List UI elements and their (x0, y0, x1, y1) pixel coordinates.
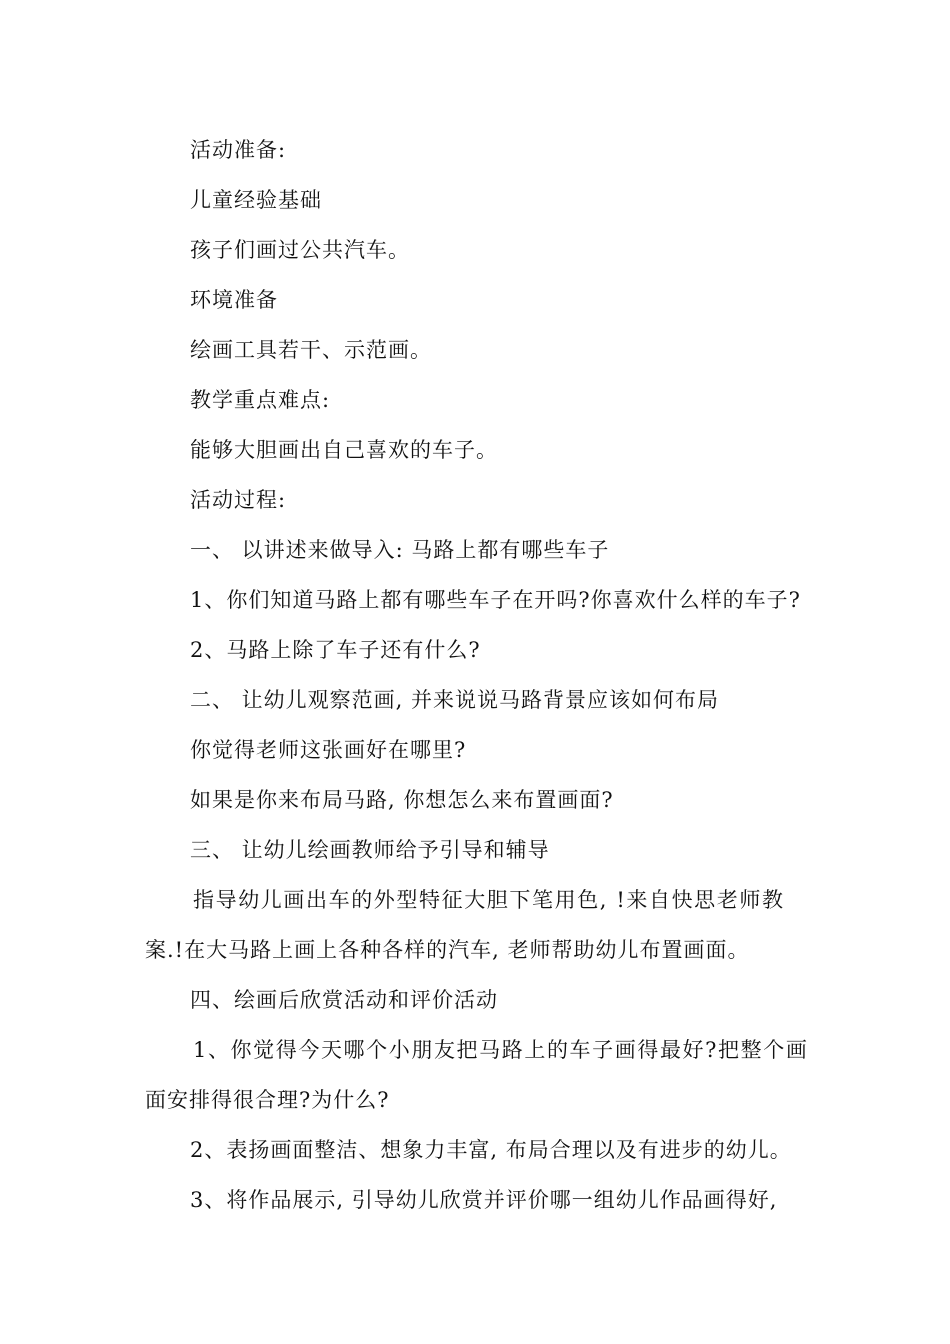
text-line: 活动过程: (190, 488, 287, 512)
text-line: 2、马路上除了车子还有什么? (190, 638, 481, 662)
paragraph-line: 指导幼儿画出车的外型特征大胆下笔用色, !来自快思老师教 (193, 888, 785, 912)
text-line: 绘画工具若干、示范画。 (190, 338, 432, 362)
text-line: 活动准备: (190, 138, 287, 162)
text-line: 2、表扬画面整洁、想象力丰富, 布局合理以及有进步的幼儿。 (190, 1138, 792, 1162)
text-line: 孩子们画过公共汽车。 (190, 238, 410, 262)
text-line: 教学重点难点: (190, 388, 331, 412)
section-heading: 四、绘画后欣赏活动和评价活动 (190, 988, 498, 1012)
text-line: 1、你们知道马路上都有哪些车子在开吗?你喜欢什么样的车子? (190, 588, 801, 612)
text-line: 儿童经验基础 (190, 188, 322, 212)
section-heading: 一、 以讲述来做导入: 马路上都有哪些车子 (190, 538, 610, 562)
text-line: 能够大胆画出自己喜欢的车子。 (190, 438, 498, 462)
paragraph-line: 面安排得很合理?为什么? (145, 1088, 390, 1112)
text-line: 3、将作品展示, 引导幼儿欣赏并评价哪一组幼儿作品画得好, (190, 1188, 778, 1212)
paragraph-line: 1、你觉得今天哪个小朋友把马路上的车子画得最好?把整个画 (193, 1038, 809, 1062)
text-line: 你觉得老师这张画好在哪里? (190, 738, 467, 762)
section-heading: 三、 让幼儿绘画教师给予引导和辅导 (190, 838, 550, 862)
paragraph-line: 案.!在大马路上画上各种各样的汽车, 老师帮助幼儿布置画面。 (145, 938, 750, 962)
text-line: 如果是你来布局马路, 你想怎么来布置画面? (190, 788, 614, 812)
text-line: 环境准备 (190, 288, 278, 312)
section-heading: 二、 让幼儿观察范画, 并来说说马路背景应该如何布局 (190, 688, 720, 712)
